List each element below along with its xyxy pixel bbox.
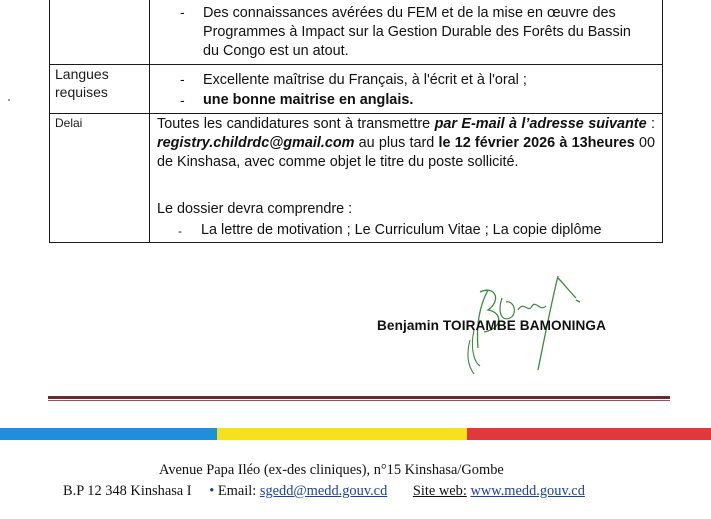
language-item-french: Excellente maîtrise du Français, à l'écrit et à l'oral ; <box>203 72 527 88</box>
row2-bullet2: - <box>180 92 185 108</box>
table-border-row2 <box>49 113 663 114</box>
row3-bullet: - <box>178 224 182 238</box>
footer-contact-line <box>63 483 585 500</box>
flag-band-red <box>467 428 711 440</box>
table-border-right <box>662 0 663 243</box>
dossier-intro: Le dossier devra comprendre : <box>157 201 353 217</box>
footer-web-label: Site web: <box>412 483 467 499</box>
footer-email-link[interactable]: sgedd@medd.gouv.cd <box>259 483 388 499</box>
bullet-icon: • <box>209 483 215 499</box>
deadline-date: le 12 février 2026 à 13heures <box>438 135 635 151</box>
table-border-mid <box>149 0 150 243</box>
deadline-text-3: au plus tard <box>354 135 439 151</box>
deadline-text-2: : <box>646 116 655 132</box>
signatory-name: Benjamin TOIRAMBE BAMONINGA <box>377 318 607 333</box>
language-item-english: une bonne maitrise en anglais. <box>203 92 414 108</box>
table-border-bottom <box>49 242 663 243</box>
table-border-row1 <box>49 64 663 65</box>
footer-rule <box>48 396 670 399</box>
deadline-email-intro: par E-mail à l’adresse suivante <box>434 116 647 132</box>
deadline-text-4: 00 de Kinshasa, avec comme objet le titre du poste sollicité. <box>157 135 655 170</box>
row2-bullet1: - <box>180 71 185 87</box>
deadline-text-1: Toutes les candidatures sont à transmettre <box>157 116 435 132</box>
flag-band-blue <box>0 428 217 440</box>
footer-email-label: Email: <box>217 483 257 499</box>
footer-web-link[interactable]: www.medd.gouv.cd <box>470 483 585 499</box>
dossier-documents: La lettre de motivation ; Le Curriculum Vitae ; La copie diplôme <box>201 222 602 238</box>
row1-bullet: - <box>180 4 185 20</box>
row1-line1: Des connaissances avérées du FEM et de la mise en œuvre des <box>203 5 616 21</box>
languages-label-line2: requises <box>55 84 108 100</box>
footer-address: Avenue Papa Iléo (ex-des cliniques), n°15 Kinshasa/Gombe <box>159 462 504 478</box>
deadline-paragraph <box>157 115 655 172</box>
table-border-left <box>49 0 50 243</box>
margin-dot <box>8 99 10 101</box>
row1-line2: Programmes à Impact sur la Gestion Durable des Forêts du Bassin <box>203 24 631 40</box>
deadline-label: Delai <box>55 116 83 130</box>
languages-label-line1: Langues <box>55 66 109 82</box>
row1-line3: du Congo est un atout. <box>203 43 349 59</box>
deadline-email: registry.childrdc@gmail.com <box>157 135 355 151</box>
flag-band-yellow <box>217 428 467 440</box>
footer-bp: B.P 12 348 Kinshasa I <box>63 483 192 499</box>
footer-rule-thin <box>48 400 670 401</box>
